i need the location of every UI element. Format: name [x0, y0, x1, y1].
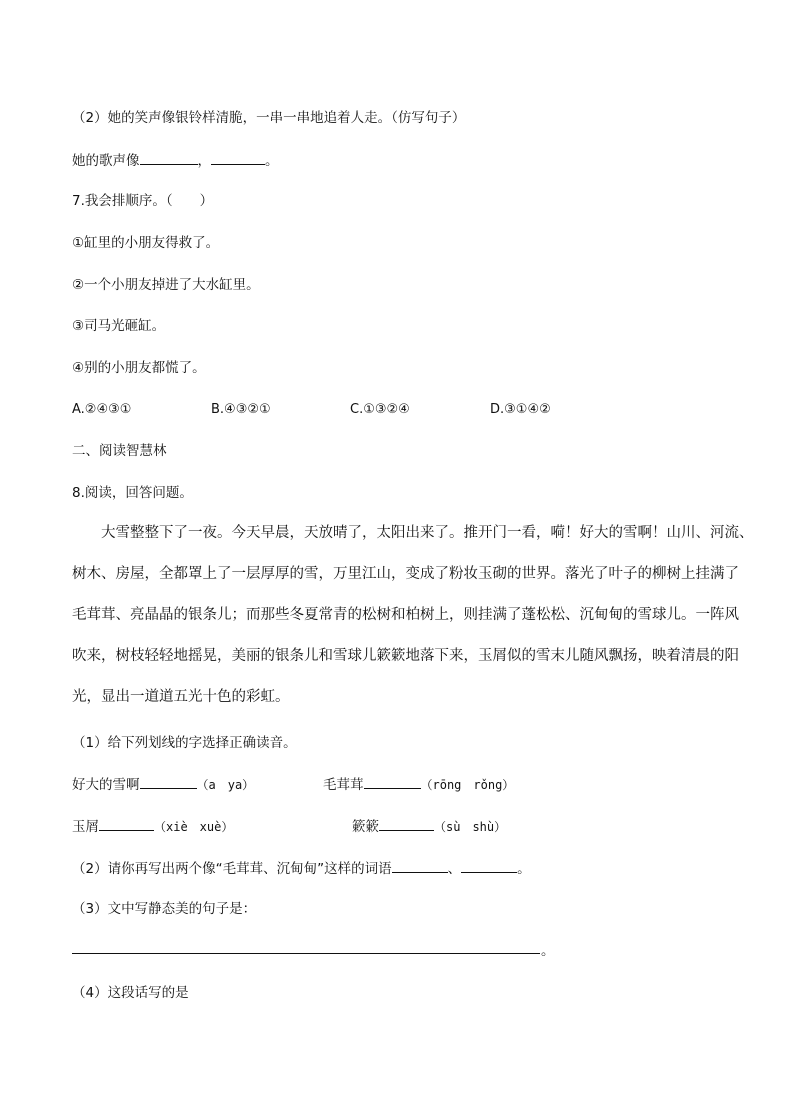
pinyin-blank-3[interactable]	[99, 817, 154, 831]
word-blank-2[interactable]	[461, 859, 517, 873]
answer-prefix: 她的歌声像	[72, 153, 140, 169]
reading-passage	[72, 513, 754, 718]
pinyin-blank-2[interactable]	[364, 775, 421, 789]
option-d[interactable]: D.③①④②	[490, 402, 551, 417]
sub-question-3-end: 。	[541, 943, 555, 959]
word-separator: 、	[447, 861, 462, 877]
sub-question-3-prompt: （3）文中写静态美的句子是：	[72, 901, 257, 917]
option-c[interactable]: C.①③②④	[350, 402, 410, 417]
sub-question-2-end: 。	[517, 861, 531, 877]
sub-question-2-prompt: （2）请你再写出两个像“毛茸茸、沉甸甸”这样的词语	[72, 861, 392, 877]
pinyin-word-2: 毛茸茸	[323, 777, 364, 793]
answer-end: 。	[265, 153, 279, 169]
question-6-2-answer-line	[72, 151, 279, 170]
word-blank-1[interactable]	[392, 859, 448, 873]
pinyin-word-4: 簌簌	[352, 819, 379, 835]
question-7-item-3: ③司马光砸缸。	[72, 318, 166, 334]
section-2-title: 二、阅读智慧林	[72, 443, 167, 459]
question-6-2-prompt: （2）她的笑声像银铃样清脆，一串一串地追着人走。（仿写句子）	[72, 110, 466, 126]
passage-line-3: 毛茸茸、亮晶晶的银条儿；而那些冬夏常青的松树和柏树上，则挂满了蓬松松、沉甸甸的雪球儿。一阵风	[72, 607, 739, 623]
pinyin-choices-2: （rōng rǒng）	[420, 778, 515, 792]
pinyin-choices-1: （a ya）	[196, 778, 255, 792]
pinyin-item-1	[72, 775, 254, 794]
answer-blank-1[interactable]	[140, 151, 198, 165]
passage-line-5: 光，显出一道道五光十色的彩虹。	[72, 689, 290, 705]
question-7-item-1: ①缸里的小朋友得救了。	[72, 235, 220, 251]
pinyin-choices-4: （sù shù）	[434, 820, 507, 834]
answer-blank-2[interactable]	[211, 151, 265, 165]
question-7-title: 7.我会排顺序。（ ）	[72, 193, 214, 209]
option-a[interactable]: A.②④③①	[72, 402, 132, 417]
answer-comma: ，	[197, 153, 211, 169]
sub-question-1-prompt: （1）给下列划线的字选择正确读音。	[72, 735, 297, 751]
sub-question-4-prompt: （4）这段话写的是	[72, 985, 189, 1001]
sub-question-2	[72, 859, 531, 878]
pinyin-choices-3: （xiè xuè）	[154, 820, 234, 834]
option-b[interactable]: B.④③②①	[211, 402, 271, 417]
pinyin-item-4	[352, 817, 506, 836]
pinyin-blank-4[interactable]	[379, 817, 434, 831]
question-7-item-2: ②一个小朋友掉进了大水缸里。	[72, 277, 260, 293]
question-8-title: 8.阅读，回答问题。	[72, 485, 193, 501]
passage-line-1: 大雪整整下了一夜。今天早晨，天放晴了，太阳出来了。推开门一看，嗬！好大的雪啊！山川、河流、	[101, 525, 754, 541]
pinyin-item-3	[72, 817, 233, 836]
pinyin-word-3: 玉屑	[72, 819, 99, 835]
pinyin-item-2	[323, 775, 514, 794]
sub-question-3-answer-line[interactable]	[72, 953, 540, 954]
question-7-item-4: ④别的小朋友都慌了。	[72, 360, 206, 376]
pinyin-blank-1[interactable]	[140, 775, 197, 789]
passage-line-4: 吹来，树枝轻轻地摇晃，美丽的银条儿和雪球儿簌簌地落下来，玉屑似的雪末儿随风飘扬，映着清晨的阳	[72, 648, 739, 664]
pinyin-word-1: 好大的雪啊	[72, 777, 140, 793]
passage-line-2: 树木、房屋，全都罩上了一层厚厚的雪，万里江山，变成了粉妆玉砌的世界。落光了叶子的柳树上挂满了	[72, 566, 739, 582]
